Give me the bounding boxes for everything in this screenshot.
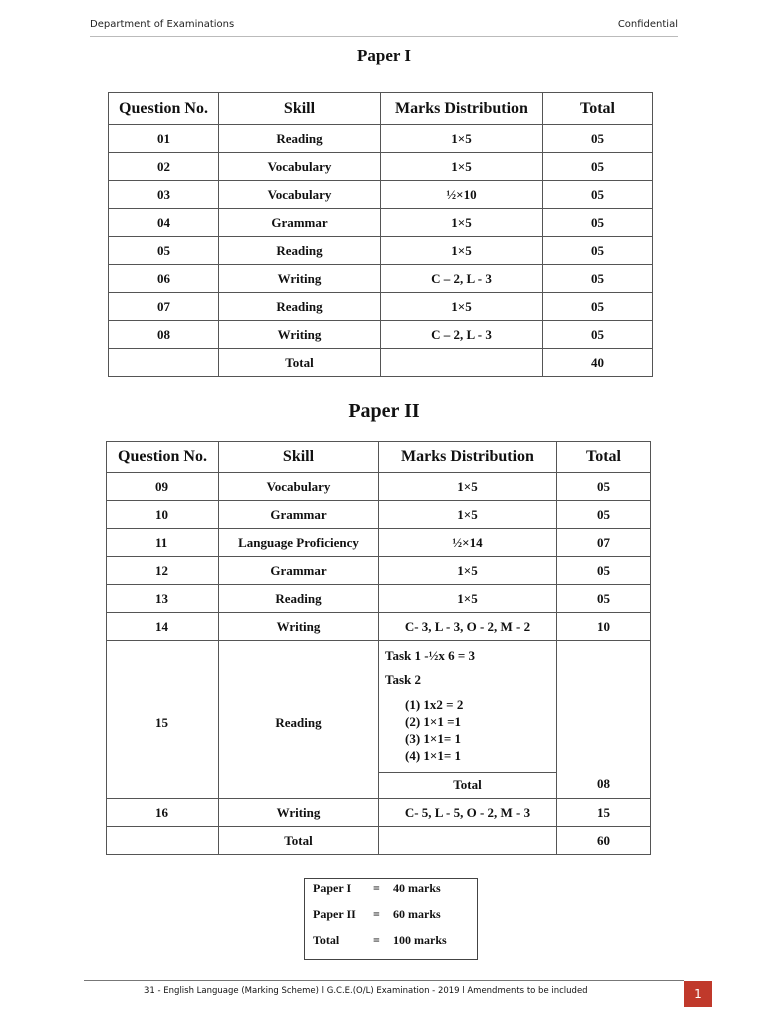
column-header: Skill (219, 93, 381, 125)
summary-equals: = (373, 933, 380, 947)
question-no: 04 (109, 209, 219, 237)
question-no: 14 (107, 613, 219, 641)
summary-label: Total (313, 933, 340, 947)
skill-cell: Reading (219, 125, 381, 153)
paper1-table (108, 92, 653, 377)
total-cell: 05 (557, 501, 651, 529)
page-footer (84, 980, 702, 1001)
table-header-row (107, 442, 651, 473)
marks-cell: 1×5 (381, 209, 543, 237)
question-no: 16 (107, 799, 219, 827)
table-row (109, 181, 653, 209)
marks-cell (379, 641, 557, 799)
table-row (109, 125, 653, 153)
skill-cell: Language Proficiency (219, 529, 379, 557)
total-cell: 05 (543, 293, 653, 321)
total-cell: 05 (543, 209, 653, 237)
confidential-label: Confidential (617, 19, 678, 30)
total-cell: 05 (543, 181, 653, 209)
marks-cell: 1×5 (381, 293, 543, 321)
column-header: Total (543, 93, 653, 125)
skill-cell: Vocabulary (219, 153, 381, 181)
table-row (107, 529, 651, 557)
q15-total-label: Total (379, 772, 556, 797)
footer-text: 31 - English Language (Marking Scheme) l G.C.E.(O/L) Examination - 2019 l Amendments to be included (144, 986, 588, 996)
marks-cell: ½×10 (381, 181, 543, 209)
question-no: 02 (109, 153, 219, 181)
paper1-title: Paper I (357, 46, 411, 65)
question-no: 07 (109, 293, 219, 321)
total-row (109, 349, 653, 377)
total-cell: 05 (557, 473, 651, 501)
table-row (107, 613, 651, 641)
question-no: 03 (109, 181, 219, 209)
marks-cell: 1×5 (379, 473, 557, 501)
total-cell: 05 (543, 125, 653, 153)
marks-summary-box (304, 878, 478, 960)
question-no: 13 (107, 585, 219, 613)
marks-cell: C- 3, L - 3, O - 2, M - 2 (379, 613, 557, 641)
table-row (109, 209, 653, 237)
question-no: 08 (109, 321, 219, 349)
column-header: Marks Distribution (379, 442, 557, 473)
table-row (107, 501, 651, 529)
summary-value: 100 marks (393, 933, 447, 947)
total-label: Total (219, 349, 381, 377)
total-cell: 05 (543, 153, 653, 181)
summary-label: Paper II (313, 907, 356, 921)
table-header-row (109, 93, 653, 125)
skill-cell: Writing (219, 799, 379, 827)
skill-cell: Vocabulary (219, 473, 379, 501)
table-row (107, 473, 651, 501)
column-header: Question No. (109, 93, 219, 125)
task2-text: Task 2 (385, 672, 422, 687)
summary-equals: = (373, 881, 380, 895)
marks-cell: 1×5 (379, 501, 557, 529)
column-header: Total (557, 442, 651, 473)
total-cell: 08 (557, 641, 651, 799)
marks-cell: C – 2, L - 3 (381, 265, 543, 293)
marks-cell: C – 2, L - 3 (381, 321, 543, 349)
marks-cell: 1×5 (379, 557, 557, 585)
total-label: Total (219, 827, 379, 855)
skill-cell: Grammar (219, 501, 379, 529)
total-cell: 07 (557, 529, 651, 557)
page-header (90, 16, 678, 37)
question-no: 06 (109, 265, 219, 293)
skill-cell: Writing (219, 265, 381, 293)
page-number-badge: 1 (684, 981, 712, 1007)
question-no: 01 (109, 125, 219, 153)
total-cell: 10 (557, 613, 651, 641)
skill-cell: Reading (219, 641, 379, 799)
total-cell: 05 (543, 321, 653, 349)
summary-equals: = (373, 907, 380, 921)
table-row (109, 237, 653, 265)
column-header: Marks Distribution (381, 93, 543, 125)
summary-value: 60 marks (393, 907, 441, 921)
table-row (109, 321, 653, 349)
marks-cell: 1×5 (381, 153, 543, 181)
marks-cell: 1×5 (381, 125, 543, 153)
total-cell: 05 (557, 557, 651, 585)
question-no: 11 (107, 529, 219, 557)
question-no: 05 (109, 237, 219, 265)
table-row (109, 293, 653, 321)
skill-cell: Grammar (219, 557, 379, 585)
total-value: 40 (543, 349, 653, 377)
column-header: Skill (219, 442, 379, 473)
paper2-table (106, 441, 651, 855)
task2-sub-3: (3) 1×1= 1 (405, 731, 461, 746)
summary-label: Paper I (313, 881, 352, 895)
question-no: 09 (107, 473, 219, 501)
marks-cell: ½×14 (379, 529, 557, 557)
skill-cell: Vocabulary (219, 181, 381, 209)
total-cell: 05 (557, 585, 651, 613)
total-value: 60 (557, 827, 651, 855)
question-no: 10 (107, 501, 219, 529)
table-row (109, 153, 653, 181)
question-no: 15 (107, 641, 219, 799)
task2-sub-1: (1) 1x2 = 2 (405, 697, 464, 712)
task2-sub-4: (4) 1×1= 1 (405, 748, 461, 763)
column-header: Question No. (107, 442, 219, 473)
total-row (107, 827, 651, 855)
table-row-q15 (107, 641, 651, 799)
skill-cell: Writing (219, 613, 379, 641)
table-row (107, 557, 651, 585)
skill-cell: Writing (219, 321, 381, 349)
marks-cell: 1×5 (381, 237, 543, 265)
skill-cell: Grammar (219, 209, 381, 237)
marks-cell: C- 5, L - 5, O - 2, M - 3 (379, 799, 557, 827)
skill-cell: Reading (219, 237, 381, 265)
paper2-title: Paper II (348, 400, 420, 422)
table-row (107, 585, 651, 613)
marks-cell: 1×5 (379, 585, 557, 613)
summary-value: 40 marks (393, 881, 441, 895)
total-cell: 05 (543, 265, 653, 293)
skill-cell: Reading (219, 585, 379, 613)
table-row (109, 265, 653, 293)
table-row (107, 799, 651, 827)
total-cell: 15 (557, 799, 651, 827)
skill-cell: Reading (219, 293, 381, 321)
department-label: Department of Examinations (90, 19, 235, 30)
total-cell: 05 (543, 237, 653, 265)
task1-text: Task 1 -½x 6 = 3 (385, 648, 476, 663)
task2-sub-2: (2) 1×1 =1 (405, 714, 461, 729)
question-no: 12 (107, 557, 219, 585)
